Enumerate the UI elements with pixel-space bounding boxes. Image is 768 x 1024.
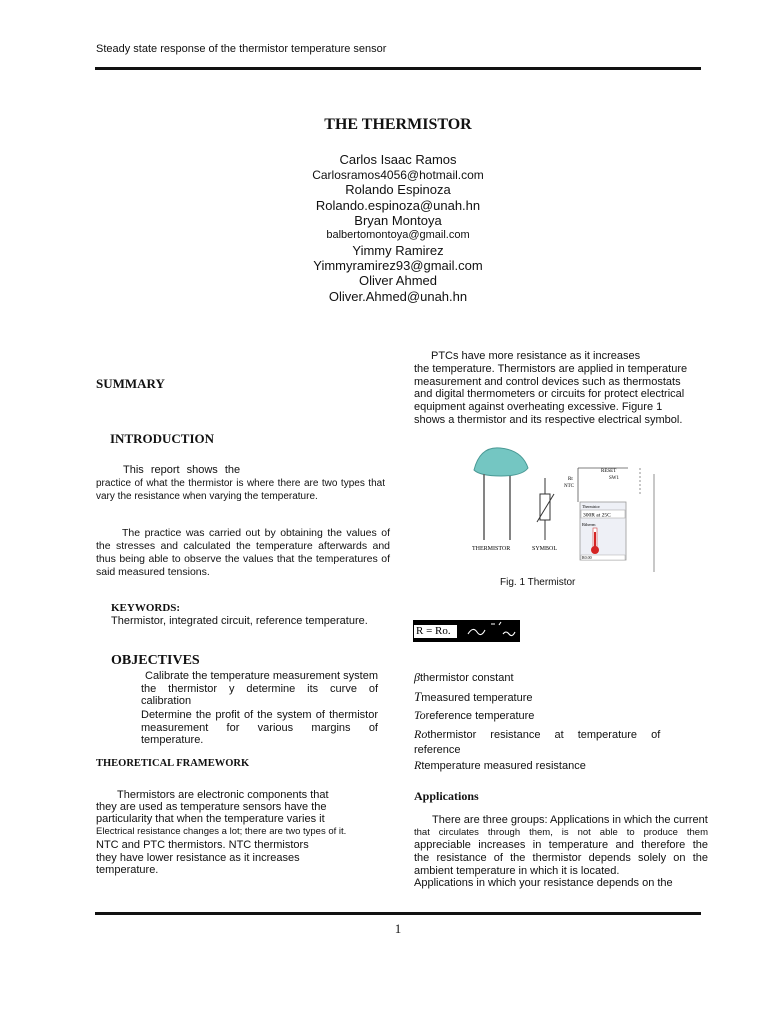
symbol-label: SYMBOL — [532, 546, 558, 552]
definition-text: reference temperature — [425, 710, 535, 722]
ptc-paragraph-first-line: PTCs have more resistance as it increases — [431, 350, 641, 362]
keywords-text: Thermistor, integrated circuit, reference temperature. — [111, 615, 368, 627]
theory-line: Electrical resistance changes a lot; there are two types of it. — [96, 826, 347, 837]
author-name: Carlos Isaac Ramos — [339, 152, 457, 167]
author-email: Carlosramos4056@hotmail.com — [312, 168, 484, 182]
objective-item: Calibrate the temperature measurement system the thermistor y determine its curve of calibration — [141, 670, 378, 707]
author-name: Yimmy Ramirez — [352, 243, 444, 258]
applications-line: ambient temperature in which it is located. — [414, 865, 620, 877]
rtherm-label: Rtherm — [582, 522, 596, 527]
r-symbol: R — [414, 758, 422, 772]
footer-rule — [95, 912, 701, 915]
applications-line: There are three groups: Applications in which the current — [432, 814, 708, 826]
author-email: Yimmyramirez93@gmail.com — [313, 258, 483, 273]
paper-title: THE THERMISTOR — [324, 116, 472, 133]
author-email: Rolando.espinoza@unah.hn — [315, 198, 481, 213]
figure-caption: Fig. 1 Thermistor — [500, 577, 576, 588]
applications-text: appreciable increases in temperature and therefore the — [414, 839, 708, 851]
author-name: Bryan Montoya — [354, 213, 442, 228]
introduction-heading: INTRODUCTION — [110, 431, 215, 446]
theory-line: they have lower resistance as it increases — [96, 852, 300, 864]
theory-line: NTC and PTC thermistors. NTC thermistors — [96, 839, 309, 851]
applications-heading: Applications — [414, 789, 479, 803]
definition-text: thermistor resistance at temperature of — [427, 729, 661, 741]
thermometer-mercury — [594, 532, 596, 548]
thermistor-figure — [468, 444, 656, 574]
sw1-label: SW1 — [609, 476, 619, 481]
applications-line — [414, 839, 708, 851]
objective-item: Determine the profit of the system of thermistor measurement for various margins of temperature. — [141, 709, 378, 746]
definition-text-continued: reference — [414, 744, 461, 756]
theory-line: particularity that when the temperature varies it — [96, 813, 325, 825]
keywords-heading: KEYWORDS: — [111, 602, 181, 614]
ro-definition — [414, 727, 660, 742]
header-rule — [95, 67, 701, 70]
thermistor-label: THERMISTOR — [472, 546, 511, 552]
author-name: Rolando Espinoza — [345, 182, 451, 197]
applications-line: Applications in which your resistance depends on the — [414, 877, 673, 889]
theory-line: Thermistors are electronic components that — [117, 789, 329, 801]
to-symbol: To — [414, 708, 426, 722]
definition-ro — [414, 727, 661, 742]
summary-heading: SUMMARY — [96, 376, 165, 391]
formula-image — [413, 620, 520, 642]
t-symbol: T — [414, 689, 422, 704]
applications-text: the resistance of the thermistor depends solely on the — [414, 852, 708, 864]
panel-readout-text: R0.00 — [582, 555, 592, 560]
formula-exponent-graphic — [465, 620, 520, 642]
formula-text: R = Ro. — [414, 625, 457, 638]
author-email: Oliver.Ahmed@unah.hn — [328, 289, 468, 304]
definition-text: measured temperature — [421, 692, 533, 704]
applications-line — [414, 852, 708, 864]
beta-symbol: β — [414, 670, 420, 684]
rt-label: Rt — [568, 477, 573, 482]
intro-paragraph-2: The practice was carried out by obtaining the values of the stresses and calculated the temperature afterwards and thus being able to observe the values that the temperatures of said measured tensions. — [96, 527, 390, 578]
definition-text: temperature measured resistance — [421, 760, 586, 772]
thermometer-bulb — [591, 546, 599, 554]
thermistor-bead — [474, 448, 528, 476]
theoretical-framework-heading: THEORETICAL FRAMEWORK — [96, 758, 250, 769]
symbol-resistor — [540, 494, 550, 520]
panel-title: Thermistor — [582, 504, 600, 509]
author-email: balbertomontoya@gmail.com — [326, 229, 470, 241]
objectives-heading: OBJECTIVES — [111, 653, 200, 668]
intro-paragraph: practice of what the thermistor is where there are two types that vary the resistance when varying the temperature. — [96, 478, 385, 502]
ntc-label: NTC — [564, 484, 574, 489]
theory-line: temperature. — [96, 864, 159, 876]
definition-beta — [414, 670, 514, 685]
thermistor-figure-graphic — [468, 444, 656, 574]
definition-to — [414, 708, 534, 723]
reset-label: RESET — [601, 469, 617, 474]
running-header: Steady state response of the thermistor temperature sensor — [96, 43, 387, 55]
applications-text: that circulates through them, is not able to produce them — [414, 827, 708, 838]
panel-value: 300R at 25C — [583, 512, 611, 519]
theory-line: they are used as temperature sensors have the — [96, 801, 327, 813]
ptc-paragraph: the temperature. Thermistors are applied in temperature measurement and control devices such as thermostats and digital thermometers or circuits for protect electrical equipment against overheating excessive. Figure 1 shows a thermistor and its respective electrical symbol. — [414, 363, 688, 426]
definition-t — [414, 689, 533, 705]
intro-paragraph-first-line: This report shows the — [123, 464, 241, 476]
formula-exponent-strokes — [468, 622, 515, 636]
ro-symbol: Ro — [414, 727, 428, 741]
definition-text: thermistor constant — [419, 672, 514, 684]
page-number: 1 — [394, 921, 402, 936]
definition-r — [414, 758, 586, 773]
author-name: Oliver Ahmed — [358, 273, 438, 288]
applications-line — [414, 827, 708, 838]
